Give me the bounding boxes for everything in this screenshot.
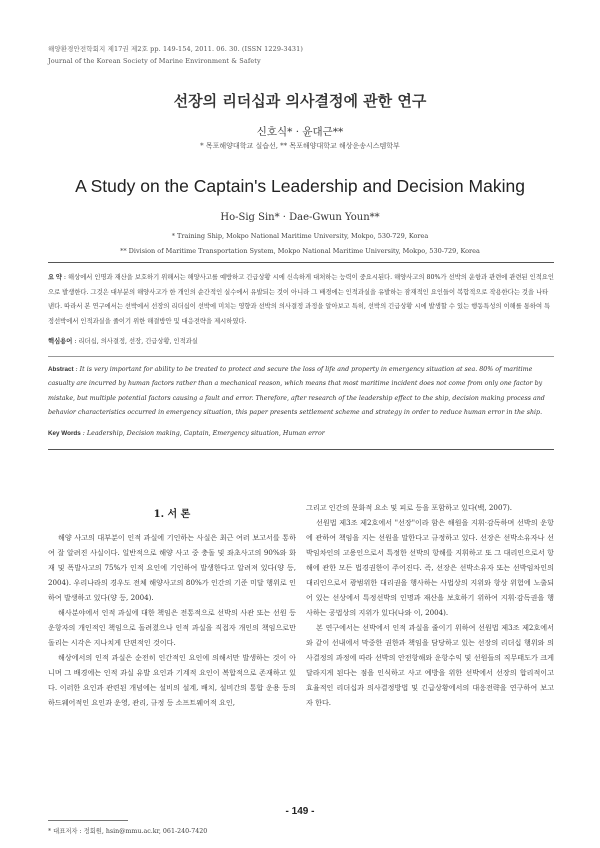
english-keywords-text: : Leadership, Decision making, Captain, Emergency situation, Human error <box>80 429 325 437</box>
english-title: A Study on the Captain's Leadership and Decision Making <box>75 176 525 196</box>
korean-affiliation: * 목포해양대학교 실습선, ** 목포해양대학교 해상운송시스템학부 <box>200 142 400 150</box>
abstract-top-rule <box>48 262 554 263</box>
body-paragraph: 해양 사고의 대부분이 인적 과실에 기인하는 사실은 최근 여러 보고서를 통하여 잘 알려진 사실이다. 일반적으로 해양 사고 중 충돌 및 좌초사고의 90%와 화재 및 폭발사고의 75%가 인적 요인에 기인하여 발생한다고 알려져 있다(양 등, 2004). 우리나라의 경우도 전체 해양사고의 80%가 인간의 기준 미달 행위로 인하여 발생하고 있다(양 등, 2004). <box>48 533 296 602</box>
english-keywords <box>48 427 554 442</box>
english-keywords-label: Key Words <box>48 429 81 437</box>
abstract-bottom-rule <box>48 449 554 450</box>
english-affiliation-1: * Training Ship, Mokpo National Maritime University, Mokpo, 530-729, Korea <box>171 232 429 240</box>
body-paragraph: 그리고 인간의 문화적 요소 및 피로 등을 포함하고 있다(백, 2007). <box>306 503 512 512</box>
abstract-mid-rule <box>48 356 554 357</box>
footnote-rule <box>48 820 128 821</box>
section-heading: 1. 서 론 <box>153 509 191 520</box>
body-paragraph: 본 연구에서는 선박에서 인적 과실을 줄이기 위하여 선원법 제3조 제2호에서와 같이 선내에서 막중한 권한과 책임을 담당하고 있는 선장의 리더십 행위와 의사결정의 과정에 따라 선박의 안전항해와 운항수익 및 선원들의 직무태도가 크게 달라지게 된다는 점을 인식하고 사고 예방을 위한 선박에서 선장의 합리적이고 효율적인 리더십과 의사결정방법 및 긴급상황에서의 대응전략을 연구하여 보고자 한다. <box>306 623 554 707</box>
journal-name: Journal of the Korean Society of Marine Environment & Safety <box>48 57 261 65</box>
body-paragraph: 선원법 제3조 제2호에서 "선장"이라 함은 해원을 지휘·감독하며 선박의 운항에 관하여 책임을 지는 선원을 말한다고 규정하고 있다. 선장은 선박소유자나 선박임차인의 고용인으로서 특정한 선박의 항해를 지휘하고 또 그 대리인으로서 항해에 관한 모든 법경권한이 주어진다. 즉, 선장은 선박소유자 또는 선박임차인의 대리인으로서 광범위한 대리권을 행사하는 사법상의 지위와 항상 위험에 노출되어 있는 선상에서 특정선박의 인명과 재산을 보호하기 위하여 지휘·감독권을 행사하는 공법상의 지위가 있다(나와 이, 2004). <box>306 518 554 617</box>
english-abstract <box>48 363 554 421</box>
english-authors: Ho-Sig Sin* · Dae-Gwun Youn** <box>220 212 380 223</box>
korean-authors: 신호식* · 윤대근** <box>256 126 344 138</box>
english-abstract-label: Abstract <box>48 365 74 373</box>
korean-keywords-text: : 리더십, 의사결정, 선장, 긴급상황, 인적과실 <box>72 338 198 345</box>
korean-abstract <box>48 271 554 329</box>
english-affiliation-2: ** Division of Maritime Transportation System, Mokpo National Maritime University, Mokpo, 530-729, Korea <box>120 247 480 255</box>
abstract-box <box>48 262 554 450</box>
body-paragraph: 해사분야에서 인적 과실에 대한 책임은 전통적으로 선박의 사관 또는 선원 등 운항자의 개인적인 책임으로 돌려졌으나 인적 과실을 직접자 개인의 책임으로만 돌리는 시각은 지나치게 단편적인 것이다. <box>48 608 296 647</box>
korean-abstract-label: 요 약 <box>48 274 62 281</box>
korean-title: 선장의 리더십과 의사결정에 관한 연구 <box>173 92 427 110</box>
corresponding-author-footnote: * 대표저자 : 정회원, hsin@mmu.ac.kr, 061-240-7420 <box>48 828 208 835</box>
korean-abstract-text: : 해상에서 인명과 재산을 보호하기 위해서는 해양사고를 예방하고 긴급상황 시에 신속하게 대처하는 능력이 중요시된다. 해양사고의 80%가 선박의 운항과 관련에 관련된 인적요인으로 발생한다. 그것은 대부분의 해양사고가 한 개인의 순간적인 실수에서 유발되는 것이 아니라 그 배경에는 인적과실을 유발하는 잠재적인 요인들이 복합적으로 작용한다는 것을 나타낸다. 따라서 본 연구에서는 선박에서 선장의 리더십이 선박에 미치는 영향과 선박의 의사결정 과정을 알아보고 특히, 선박의 긴급상황 시에 발생할 수 있는 행동특성의 이해를 통하여 특정선박에서 인적과실을 줄이기 위한 해결방안 및 대응전략을 제시하였다. <box>48 274 554 325</box>
body-paragraph: 해상에서의 인적 과실은 순전히 인간적인 요인에 의해서만 발생하는 것이 아니며 그 배경에는 인적 과실 유발 요인과 기계적 요인이 복합적으로 존재하고 있다. 이러한 요인과 관련된 개념에는 설비의 설계, 배치, 설비간의 통합 운용 등의 하드웨어적인 요인과 운영, 관리, 규정 등 소프트웨어적 요인, <box>48 653 296 707</box>
right-column <box>306 500 554 710</box>
journal-citation: 해양환경안전학회지 제17권 제2호 pp. 149-154, 2011. 06. 30. (ISSN 1229-3431) <box>48 45 303 53</box>
korean-keywords-label: 핵심용어 <box>48 338 73 345</box>
korean-keywords <box>48 335 554 350</box>
english-abstract-text: : It is very important for ability to be treated to protect and secure the loss of life and property in emergency situation at sea. 80% of maritime casualty are incurred by human factors rather than a mechanical reason, which means that most maritime incident does not come from only one factor by mistake, but multiple potential factors causing a fault and error. Therefore, after research of the leadership effect to the ship, decision making process and behavior characteristics occurred in emergency situation, this paper presents settlement scheme and strategy in order to reduce human error in the ship. <box>48 365 545 416</box>
left-column <box>48 505 296 710</box>
page-number: - 149 - <box>285 806 315 817</box>
